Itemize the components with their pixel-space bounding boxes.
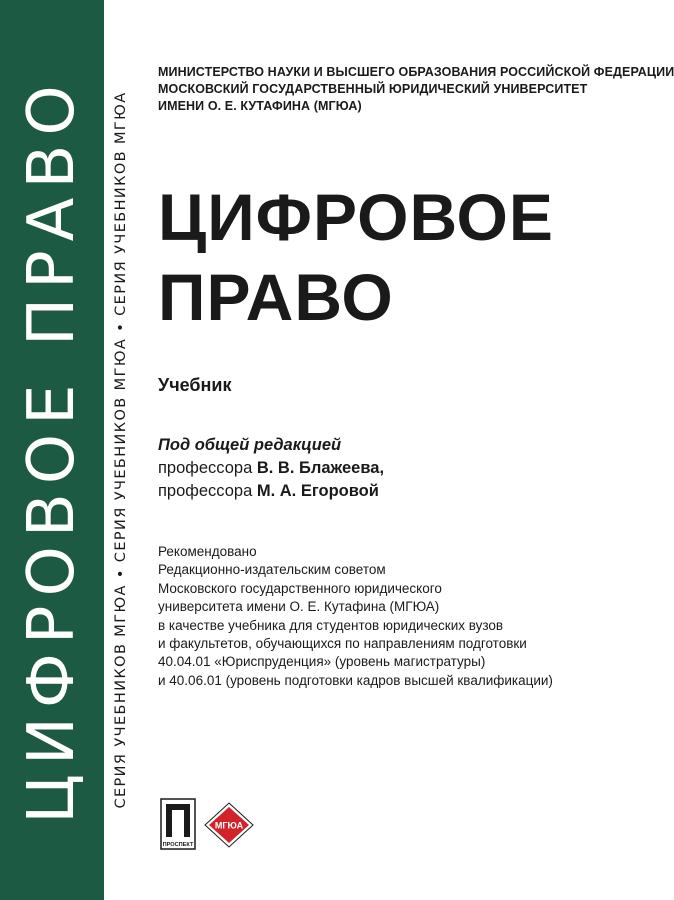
editor-title: профессора [158,482,257,500]
recommendation-line: Редакционно-издательским советом [158,562,386,578]
cover-main [158,64,674,690]
book-title-line: ЦИФРОВОЕ [158,180,554,254]
ministry-line: МОСКОВСКИЙ ГОСУДАРСТВЕННЫЙ ЮРИДИЧЕСКИЙ УНИВЕРСИТЕТ [158,82,588,96]
mgua-logo-text: МГЮА [214,820,244,831]
publisher-logos [160,798,280,858]
mgua-logo-icon [204,802,254,848]
recommendation-line: и факультетов, обучающихся по направлениям подготовки [158,636,527,652]
book-subtitle: Учебник [158,375,232,395]
prospekt-logo-text: ПРОСПЕКТ [162,842,194,848]
recommendation-line: Рекомендовано [158,544,257,559]
editor-title: профессора [158,459,257,477]
ministry-header [158,64,674,115]
book-title [158,177,588,337]
book-title-line: ПРАВО [158,260,394,334]
editors-block [158,434,588,503]
cover-spine-band [0,0,104,900]
ministry-line: ИМЕНИ О. Е. КУТАФИНА (МГЮА) [158,99,362,113]
editor-name: М. А. Егоровой [256,482,379,500]
editor-line [158,457,588,480]
series-label: СЕРИЯ УЧЕБНИКОВ МГЮА • СЕРИЯ УЧЕБНИКОВ МГЮА • СЕРИЯ УЧЕБНИКОВ МГЮА [113,91,129,809]
recommendation-line: 40.04.01 «Юриспруденция» (уровень магистратуры) [158,654,486,670]
editors-lead: Под общей редакцией [158,436,342,454]
spine-title: ЦИФРОВОЕ ПРАВО [15,76,89,824]
series-band [104,0,138,900]
recommendation-line: Московского государственного юридического [158,580,442,596]
prospekt-logo-icon [160,798,196,850]
recommendation-block [158,543,588,690]
editor-name: В. В. Блажеева, [256,459,385,477]
ministry-line: МИНИСТЕРСТВО НАУКИ И ВЫСШЕГО ОБРАЗОВАНИЯ РОССИЙСКОЙ ФЕДЕРАЦИИ [158,65,674,79]
recommendation-line: университета имени О. Е. Кутафина (МГЮА) [158,599,440,615]
recommendation-line: в качестве учебника для студентов юридических вузов [158,617,504,633]
recommendation-line: и 40.06.01 (уровень подготовки кадров высшей квалификации) [158,672,553,688]
editor-line [158,480,588,503]
